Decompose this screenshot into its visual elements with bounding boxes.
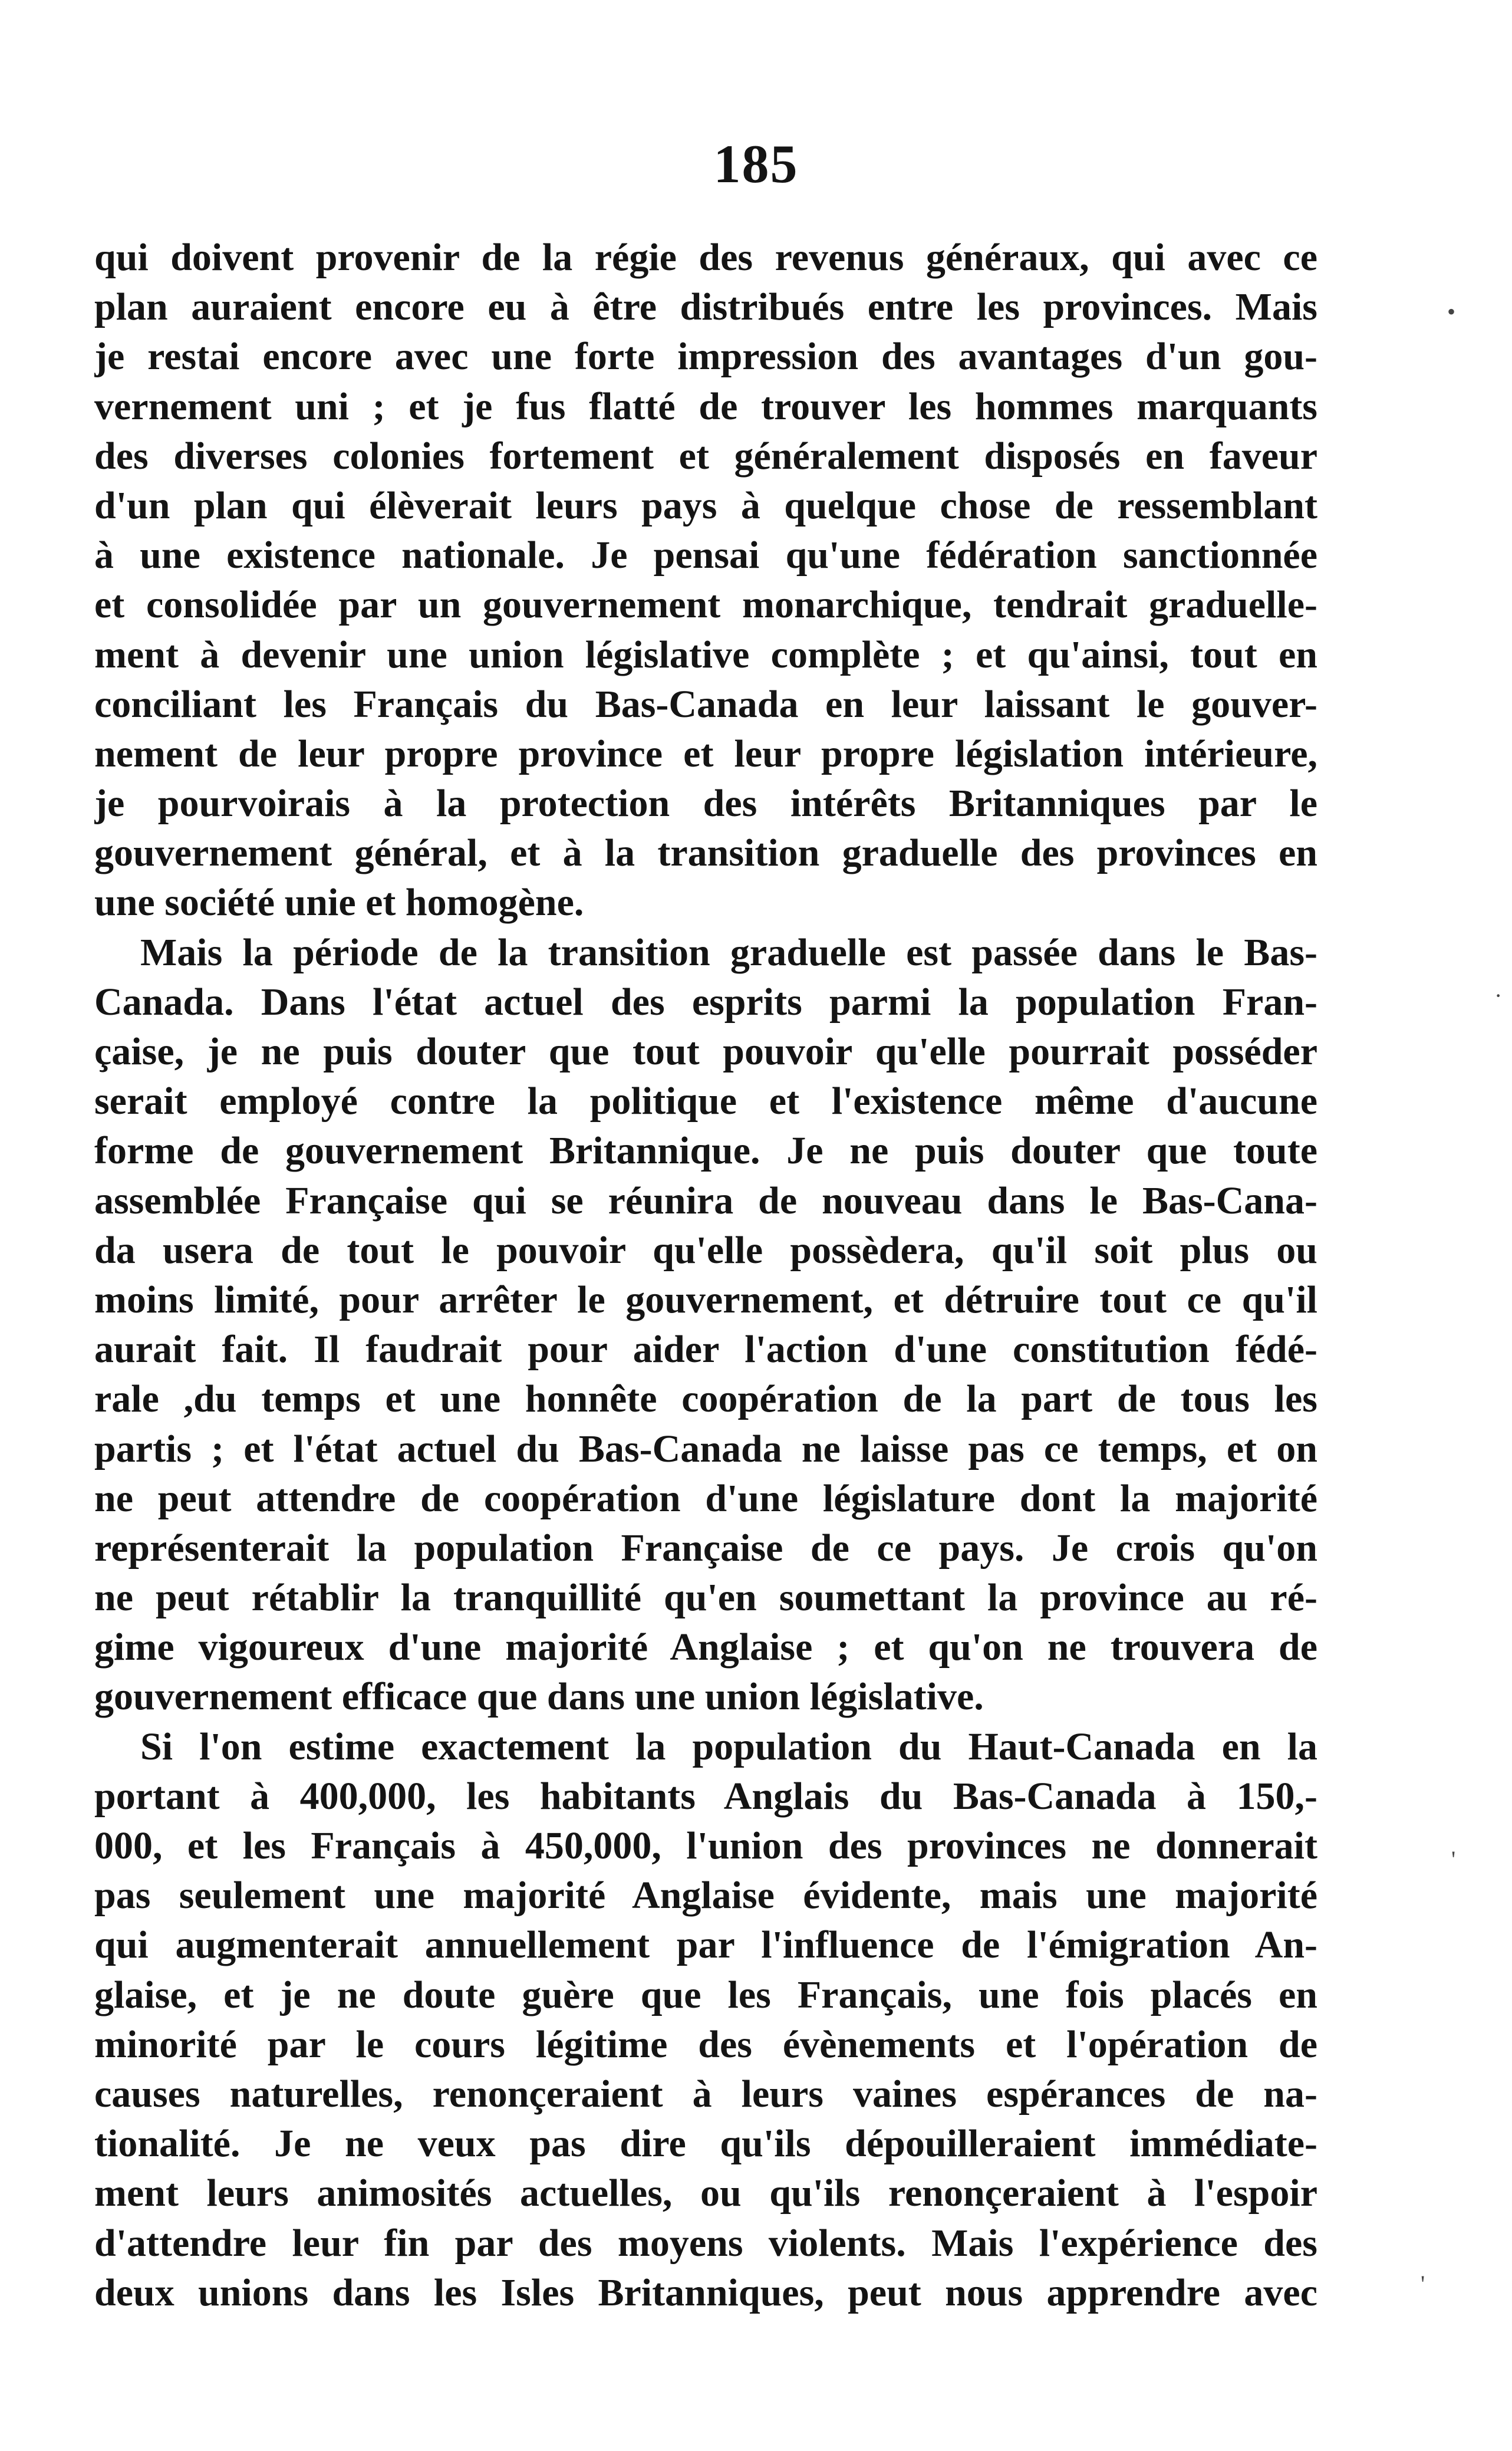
text-line: plan auraient encore eu à être distribués entre les provinces. Mais [94, 285, 1317, 329]
text-line: gouvernement général, et à la transition graduelle des provinces en [94, 831, 1317, 875]
text-line: conciliant les Français du Bas-Canada en leur laissant le gouver- [94, 682, 1317, 726]
text-line: tionalité. Je ne veux pas dire qu'ils dépouilleraient immédiate- [94, 2122, 1317, 2166]
text-line: partis ; et l'état actuel du Bas-Canada ne laisse pas ce temps, et on [94, 1427, 1317, 1470]
text-line: vernement uni ; et je fus flatté de trouver les hommes marquants [94, 384, 1317, 428]
text-line: nement de leur propre province et leur propre législation intérieure, [94, 732, 1317, 775]
margin-speck: • [1447, 298, 1456, 325]
margin-speck: ' [1421, 2271, 1425, 2297]
text-line: forme de gouvernement Britannique. Je ne puis douter que toute [94, 1129, 1317, 1173]
text-line: je pourvoirais à la protection des intérêts Britanniques par le [94, 782, 1317, 825]
text-line: des diverses colonies fortement et généralement disposés en faveur [94, 434, 1317, 478]
text-line: Si l'on estime exactement la population du Haut-Canada en la [140, 1725, 1317, 1768]
text-line: à une existence nationale. Je pensai qu'une fédération sanctionnée [94, 534, 1317, 577]
text-line: ment à devenir une union législative complète ; et qu'ainsi, tout en [94, 633, 1317, 676]
text-line: minorité par le cours légitime des évènements et l'opération de [94, 2022, 1317, 2066]
text-line: représenterait la population Française de ce pays. Je crois qu'on [94, 1526, 1317, 1570]
text-line: qui doivent provenir de la régie des revenus généraux, qui avec ce [94, 236, 1317, 279]
text-line: da usera de tout le pouvoir qu'elle possèdera, qu'il soit plus ou [94, 1228, 1317, 1272]
text-line: Mais la période de la transition graduelle est passée dans le Bas- [140, 930, 1317, 974]
text-line: ne peut rétablir la tranquillité qu'en soumettant la province au ré- [94, 1576, 1317, 1620]
text-line: ment leurs animosités actuelles, ou qu'ils renonçeraient à l'espoir [94, 2172, 1317, 2215]
text-line: gouvernement efficace que dans une union législative. [94, 1675, 984, 1719]
text-line: portant à 400,000, les habitants Anglais du Bas-Canada à 150,- [94, 1774, 1317, 1818]
text-line: assemblée Française qui se réunira de nouveau dans le Bas-Cana- [94, 1179, 1317, 1222]
paragraph-3 [94, 1722, 1317, 2318]
text-line: Canada. Dans l'état actuel des esprits parmi la population Fran- [94, 980, 1317, 1024]
text-line: ne peut attendre de coopération d'une législature dont la majorité [94, 1476, 1317, 1520]
text-line: serait employé contre la politique et l'existence même d'aucune [94, 1080, 1317, 1123]
text-line: et consolidée par un gouvernement monarchique, tendrait graduelle- [94, 583, 1317, 627]
text-line: causes naturelles, renonçeraient à leurs vaines espérances de na- [94, 2072, 1317, 2116]
paragraph-2 [94, 928, 1317, 1722]
text-line: aurait fait. Il faudrait pour aider l'action d'une constitution fédé- [94, 1328, 1317, 1371]
page-number: 185 [713, 134, 799, 194]
text-line: une société unie et homogène. [94, 881, 584, 925]
paragraph-1 [94, 233, 1317, 928]
text-line: rale ,du temps et une honnête coopération de la part de tous les [94, 1377, 1317, 1421]
text-line: gime vigoureux d'une majorité Anglaise ; et qu'on ne trouvera de [94, 1626, 1317, 1669]
text-line: deux unions dans les Isles Britanniques, peut nous apprendre avec [94, 2271, 1317, 2314]
text-line: moins limité, pour arrêter le gouvernement, et détruire tout ce qu'il [94, 1278, 1317, 1321]
text-line: pas seulement une majorité Anglaise évidente, mais une majorité [94, 1874, 1317, 1917]
text-line: 000, et les Français à 450,000, l'union des provinces ne donnerait [94, 1824, 1317, 1867]
text-line: d'attendre leur fin par des moyens violents. Mais l'expérience des [94, 2221, 1317, 2265]
text-line: d'un plan qui élèverait leurs pays à quelque chose de ressemblant [94, 483, 1317, 527]
text-line: je restai encore avec une forte impression des avantages d'un gou- [94, 335, 1317, 379]
body-text [94, 233, 1317, 2318]
text-line: çaise, je ne puis douter que tout pouvoir qu'elle pourrait posséder [94, 1030, 1317, 1073]
margin-speck: · [1494, 982, 1503, 1009]
margin-speck: ' [1451, 1846, 1456, 1873]
text-line: qui augmenterait annuellement par l'influence de l'émigration An- [94, 1923, 1317, 1967]
text-line: glaise, et je ne doute guère que les Français, une fois placés en [94, 1973, 1317, 2016]
